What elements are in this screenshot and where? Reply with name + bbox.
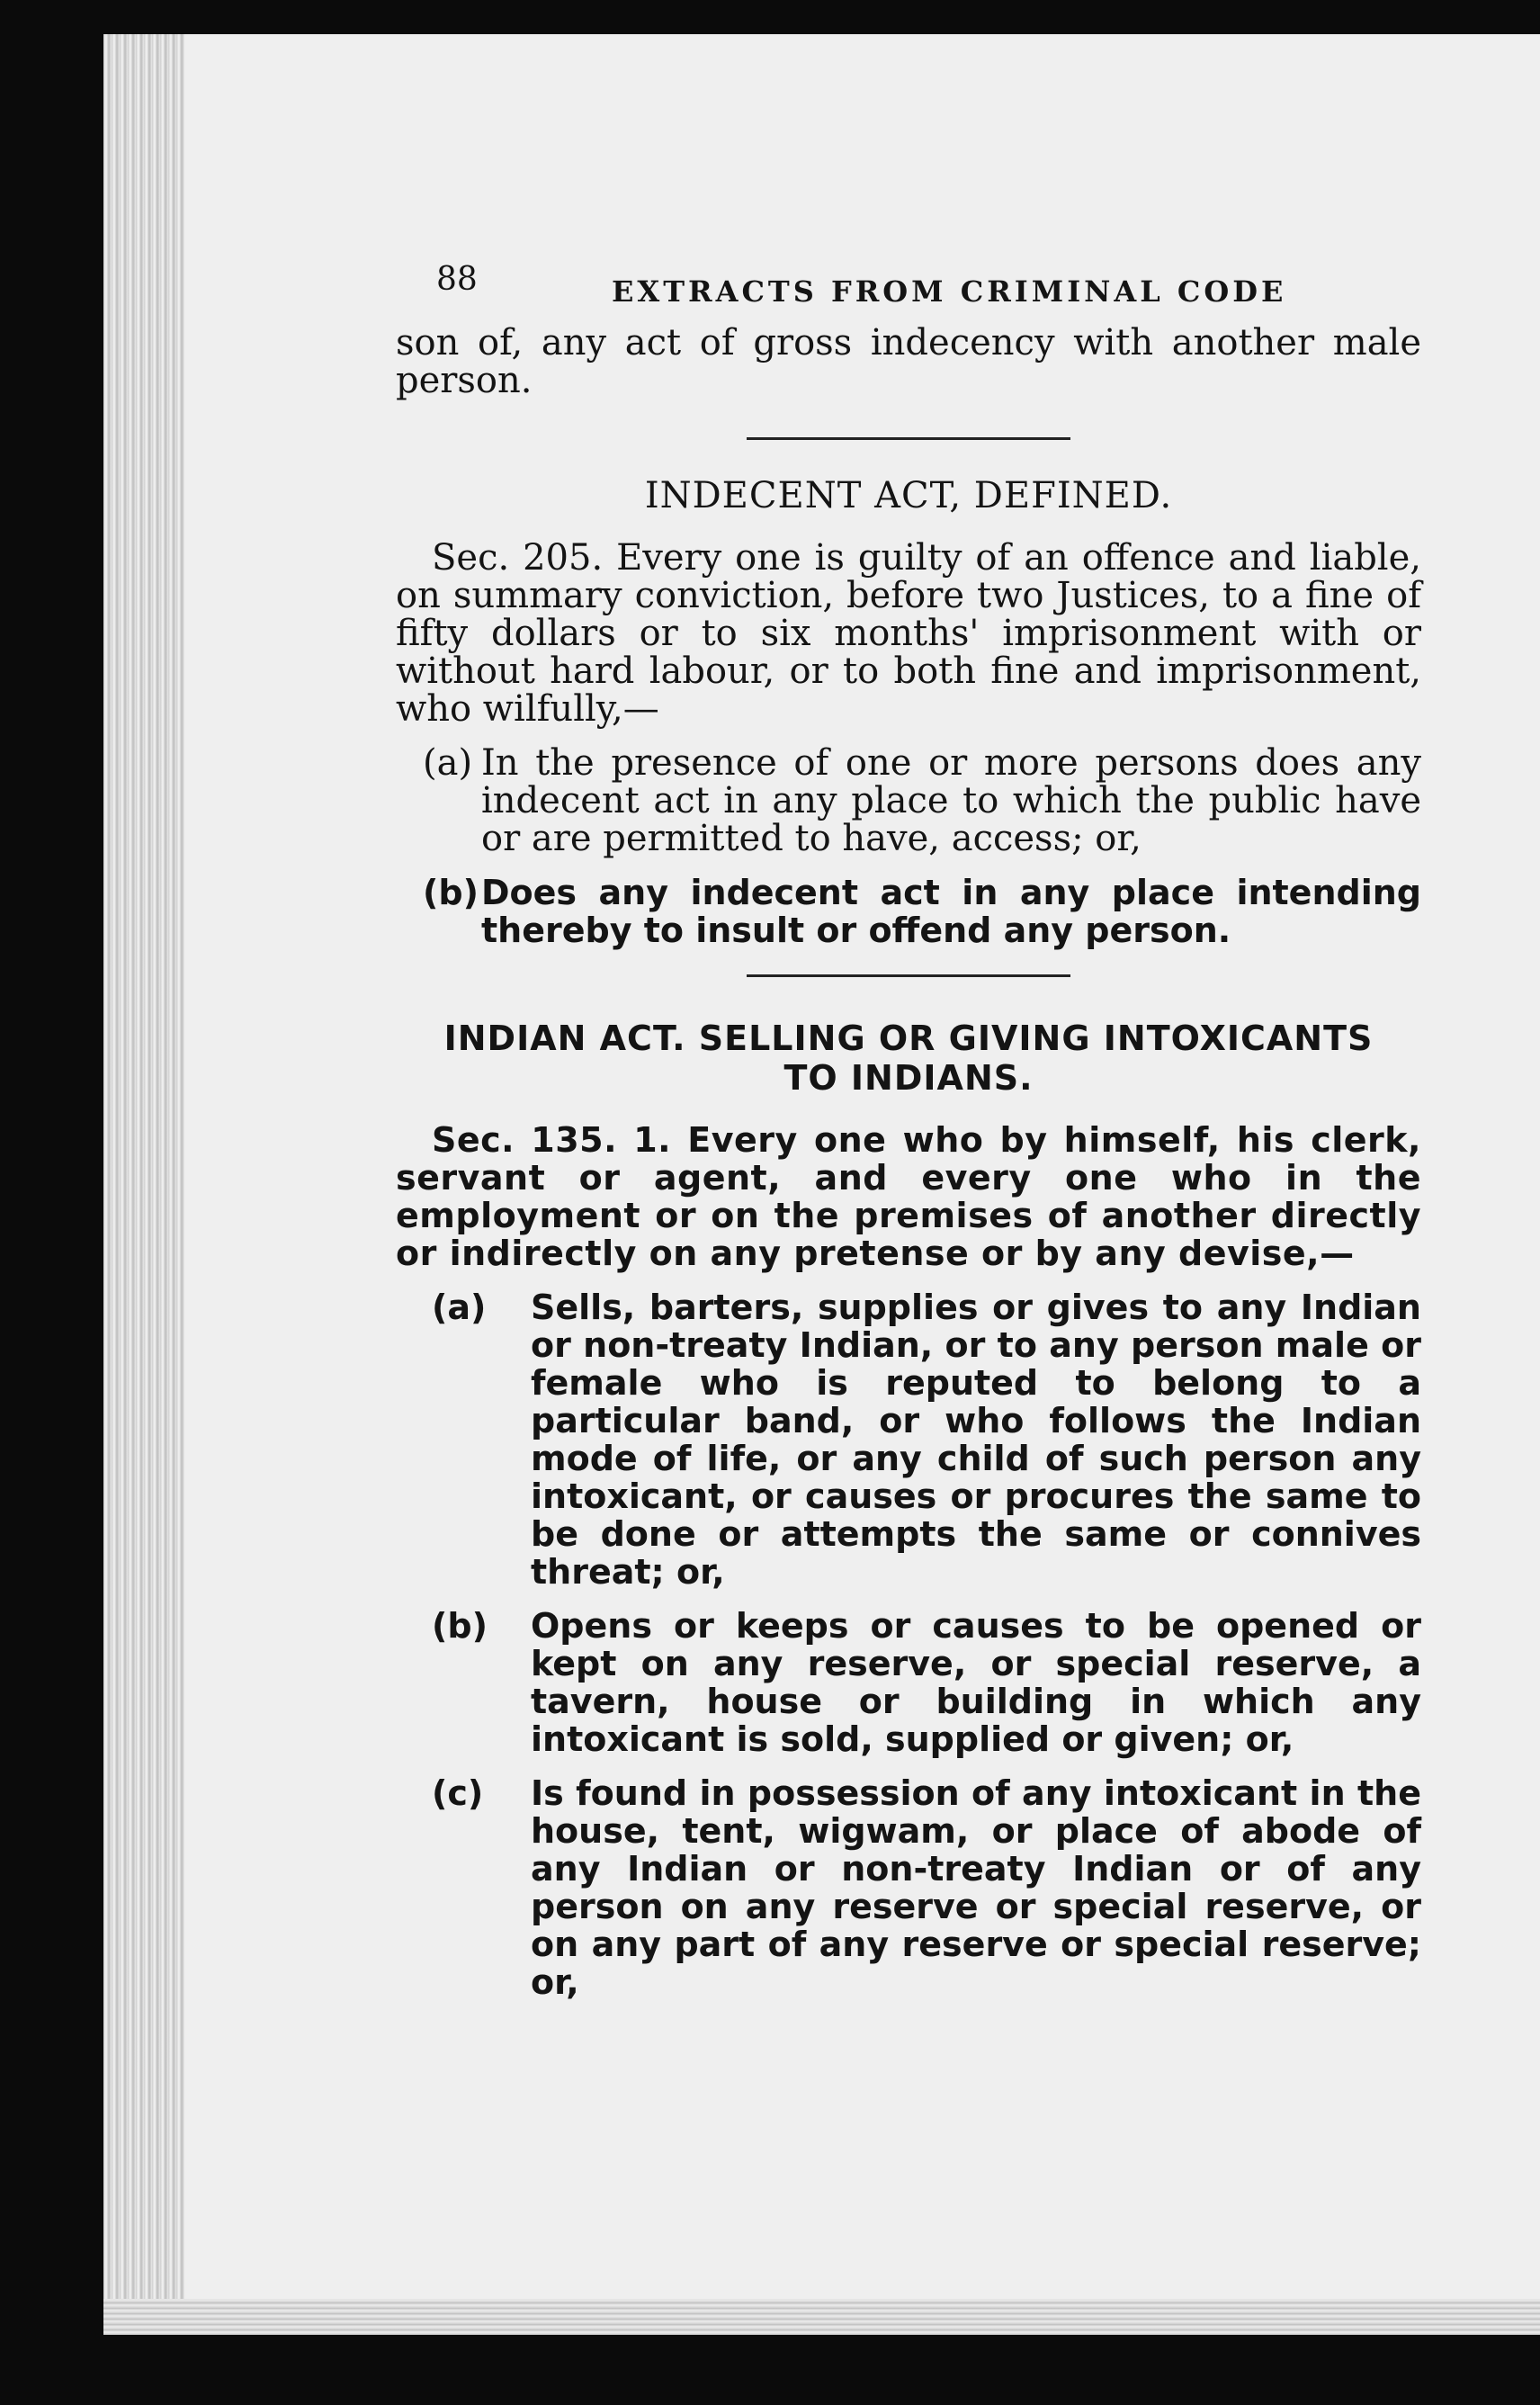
clause-mark: (a) (432, 1288, 487, 1327)
clause-b (396, 874, 1421, 949)
clause-text: Sells, barters, supplies or gives to any Indian or non-treaty Indian, or to any person male or female who is reputed to belong to a particular band, or who follows the Indian mode of life, or any child of such person any intoxicant, or causes or procures the same to be done or attempts the same or connives threat; or, (531, 1288, 1421, 1592)
section-divider (747, 974, 1070, 977)
page-number: 88 (436, 261, 478, 298)
page-edge (103, 34, 184, 2329)
heading-line-2: TO INDIANS. (783, 1058, 1034, 1098)
clause-mark: (a) (423, 742, 473, 784)
section-heading-indecent-act: INDECENT ACT, DEFINED. (644, 475, 1173, 516)
clause-text: In the presence of one or more persons does any indecent act in any place to which the public have or are permitted to have, access; or, (481, 742, 1421, 859)
clause-text: Opens or keeps or causes to be opened or kept on any reserve, or special reserve, a tavern, house or building in which any intoxicant is sold, supplied or given; or, (531, 1606, 1421, 1759)
section-135-body: Sec. 135. 1. Every one who by himself, his clerk, servant or agent, and every one who in the employment or on the premises of another directly or indirectly on any pretense or by any devise,— (396, 1120, 1421, 1273)
clause-mark: (c) (432, 1773, 484, 1813)
page-bottom-edge (103, 2299, 1540, 2335)
clause-mark: (b) (432, 1606, 488, 1646)
clause-a (396, 1288, 1421, 1591)
carryover-text: son of, any act of gross indecency with another male person. (396, 322, 1421, 401)
clause-mark: (b) (423, 873, 479, 912)
section-205-body: Sec. 205. Every one is guilty of an offence and liable, on summary conviction, before two Justices, to a fine of fifty dollars or to six months' imprisonment with or without hard labour, or to both fine and imprisonment, who wilfully,— (396, 537, 1421, 730)
heading-line-1: INDIAN ACT. SELLING OR GIVING INTOXICANTS (443, 1019, 1374, 1058)
section-divider (747, 437, 1070, 440)
section-heading-indian-act (396, 1019, 1421, 1098)
page-text (396, 252, 1421, 2017)
running-title: EXTRACTS FROM CRIMINAL CODE (612, 274, 1287, 309)
clause-b (396, 1607, 1421, 1758)
page-header (396, 252, 1421, 324)
clause-a (396, 744, 1421, 857)
clause-text: Does any indecent act in any place intending thereby to insult or offend any person. (481, 873, 1421, 950)
clause-c (396, 1774, 1421, 2001)
clause-text: Is found in possession of any intoxicant in the house, tent, wigwam, or place of abode of any Indian or non-treaty Indian or of any person on any reserve or special reserve, or on any part of any reserve or special reserve; or, (531, 1773, 1421, 2002)
